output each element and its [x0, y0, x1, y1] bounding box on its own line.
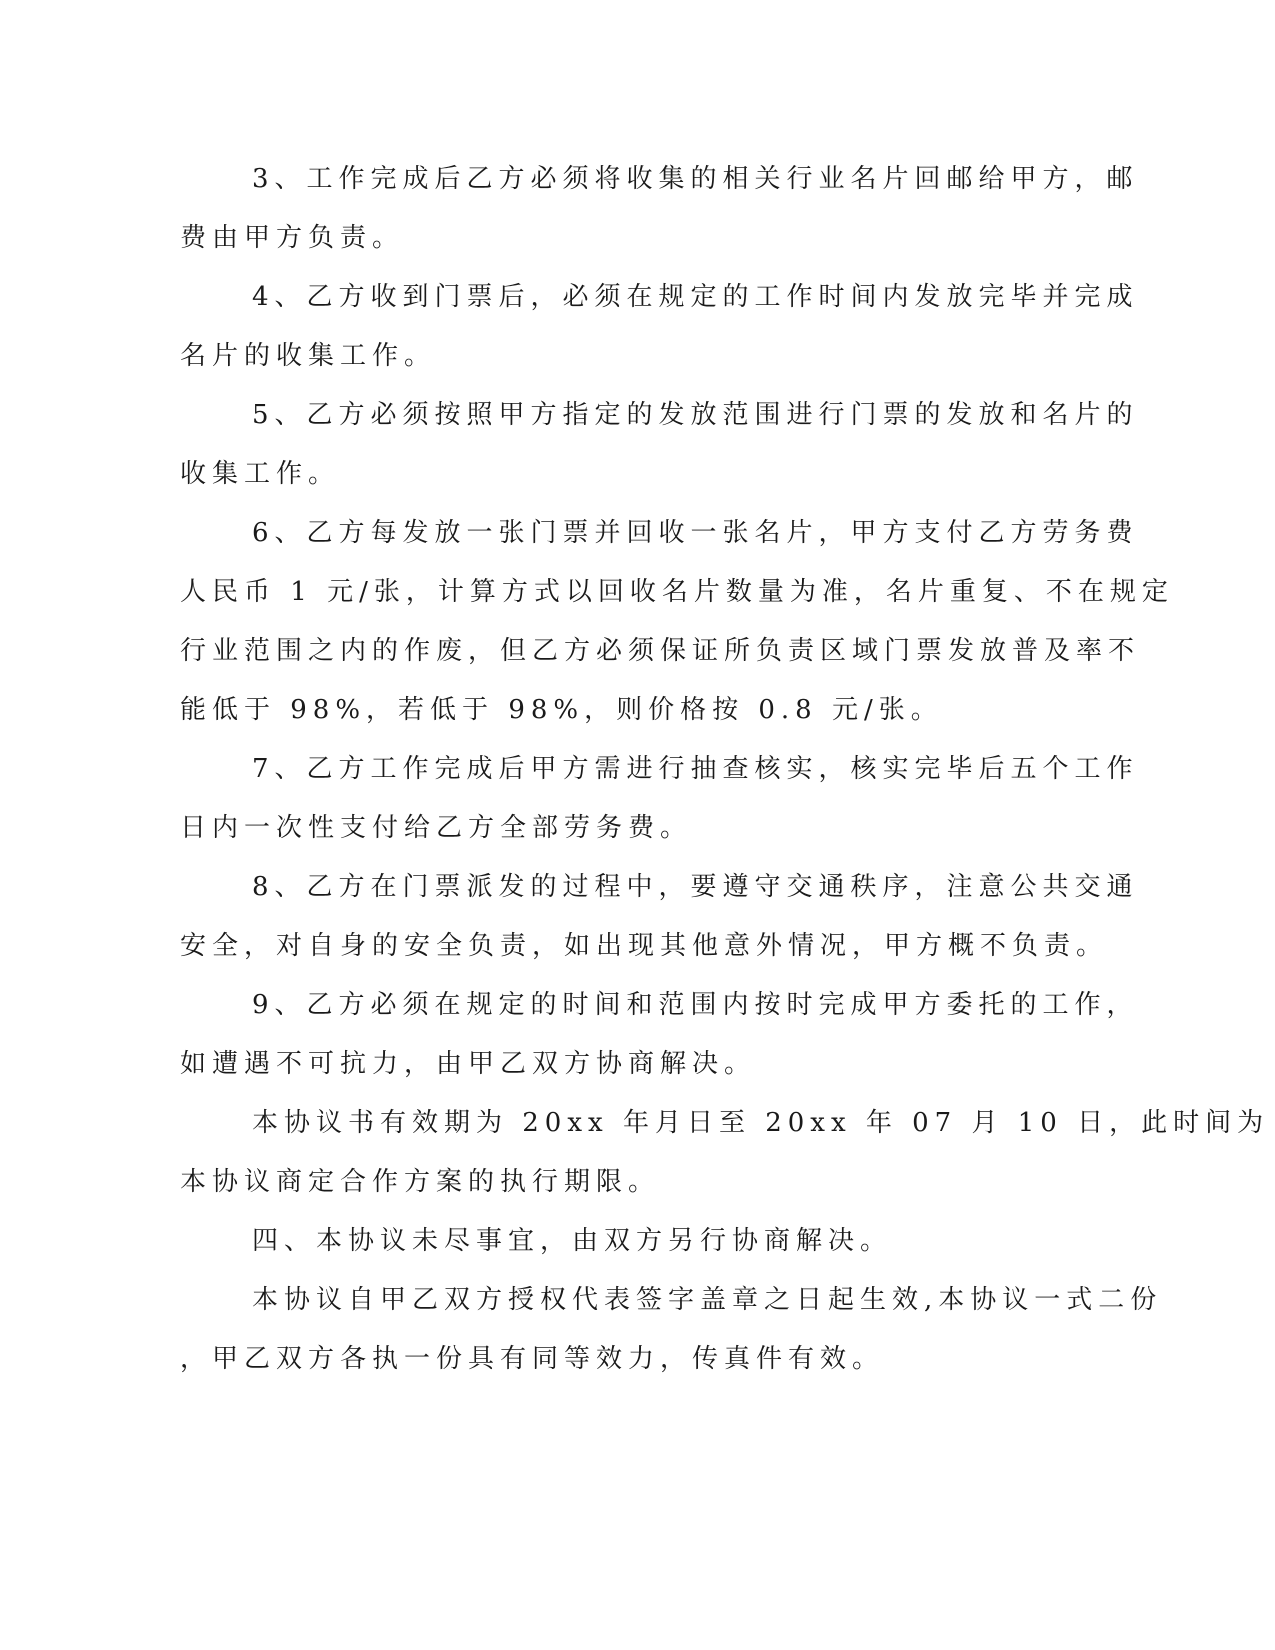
- paragraph-9-line-2: 如遭遇不可抗力，由甲乙双方协商解决。: [180, 1049, 757, 1079]
- validity-paragraph-line-1: 本协议书有效期为 20xx 年月日至 20xx 年 07 月 10 日，此时间为: [252, 1108, 1270, 1138]
- validity-paragraph-line-2: 本协议商定合作方案的执行期限。: [180, 1167, 661, 1197]
- paragraph-6-line-2: 人民币 1 元/张，计算方式以回收名片数量为准，名片重复、不在规定: [180, 577, 1174, 607]
- paragraph-4-line-1: 4、乙方收到门票后，必须在规定的工作时间内发放完毕并完成: [252, 282, 1139, 312]
- paragraph-7-line-1: 7、乙方工作完成后甲方需进行抽查核实，核实完毕后五个工作: [252, 754, 1139, 784]
- paragraph-9-line-1: 9、乙方必须在规定的时间和范围内按时完成甲方委托的工作，: [252, 990, 1139, 1020]
- paragraph-8-line-2: 安全，对自身的安全负责，如出现其他意外情况，甲方概不负责。: [180, 931, 1109, 961]
- document-body: [180, 150, 1270, 1389]
- paragraph-6-line-3: 行业范围之内的作废，但乙方必须保证所负责区域门票发放普及率不: [180, 636, 1141, 666]
- section-four-paragraph: 四、本协议未尽事宜，由双方另行协商解决。: [252, 1226, 893, 1256]
- paragraph-6-line-1: 6、乙方每发放一张门票并回收一张名片，甲方支付乙方劳务费: [252, 518, 1139, 548]
- effective-paragraph-line-2: ，甲乙双方各执一份具有同等效力，传真件有效。: [180, 1344, 885, 1374]
- paragraph-5-line-2: 收集工作。: [180, 459, 341, 489]
- paragraph-3-line-2: 费由甲方负责。: [180, 223, 405, 253]
- paragraph-3-line-1: 3、工作完成后乙方必须将收集的相关行业名片回邮给甲方，邮: [252, 164, 1139, 194]
- paragraph-4-line-2: 名片的收集工作。: [180, 341, 437, 371]
- paragraph-5-line-1: 5、乙方必须按照甲方指定的发放范围进行门票的发放和名片的: [252, 400, 1139, 430]
- effective-paragraph-line-1: 本协议自甲乙双方授权代表签字盖章之日起生效,本协议一式二份: [252, 1285, 1163, 1315]
- paragraph-7-line-2: 日内一次性支付给乙方全部劳务费。: [180, 813, 693, 843]
- paragraph-6-line-4: 能低于 98%，若低于 98%，则价格按 0.8 元/张。: [180, 695, 943, 725]
- paragraph-8-line-1: 8、乙方在门票派发的过程中，要遵守交通秩序，注意公共交通: [252, 872, 1139, 902]
